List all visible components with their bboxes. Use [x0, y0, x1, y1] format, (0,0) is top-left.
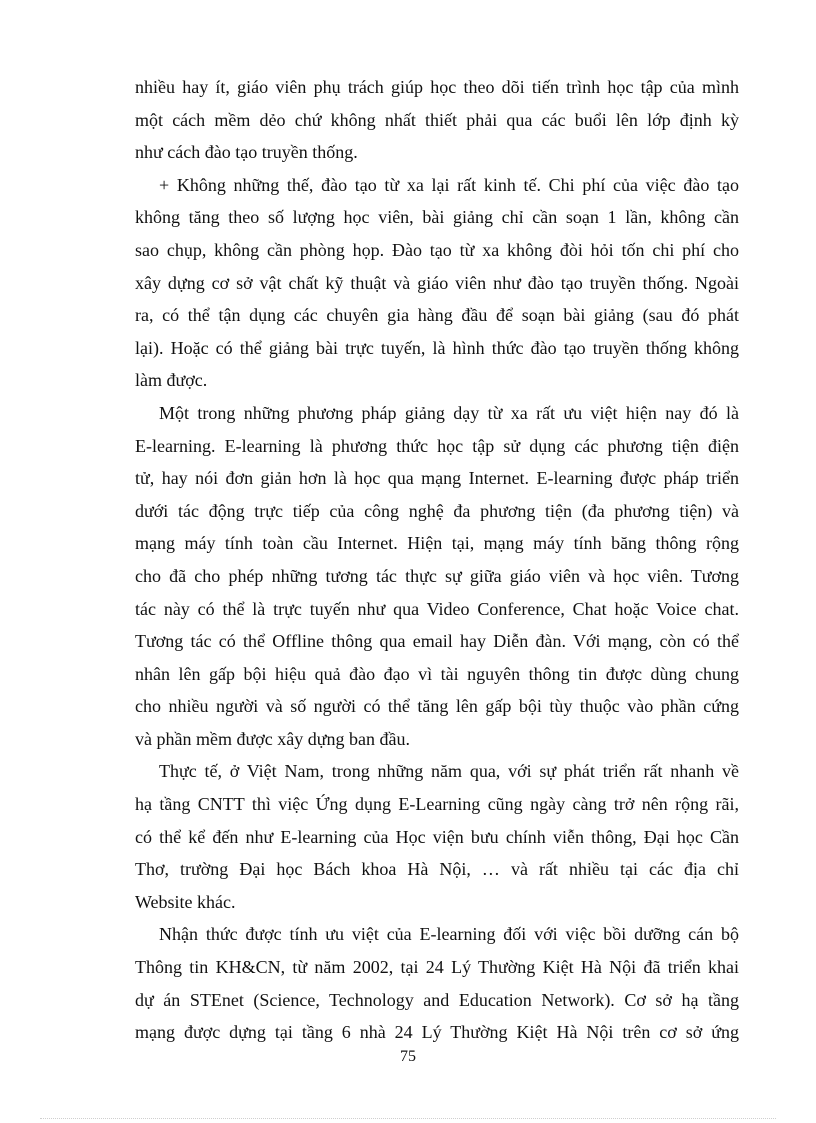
- text-line: một cách mềm dẻo chứ không nhất thiết phải qua các buổi lên lớp định kỳ: [135, 109, 739, 130]
- text-line: tác này có thể là trực tuyến như qua Video Conference, Chat hoặc Voice chat.: [135, 598, 739, 619]
- text-line: ra, có thể tận dụng các chuyên gia hàng đầu để soạn bài giảng (sau đó phát: [135, 305, 739, 326]
- text-line: có thể kể đến như E-learning của Học viện bưu chính viễn thông, Đại học Cần: [135, 826, 739, 847]
- text-line: cho đã cho phép những tương tác thực sự giữa giáo viên và học viên. Tương: [135, 565, 739, 586]
- text-line: + Không những thế, đào tạo từ xa lại rất kinh tế. Chi phí của việc đào tạo: [159, 174, 739, 195]
- text-line: tử, hay nói đơn giản hơn là học qua mạng Internet. E-learning được pháp triển: [135, 468, 739, 489]
- text-line: E-learning. E-learning là phương thức học tập sử dụng các phương tiện điện: [135, 435, 739, 456]
- text-line: dưới tác động trực tiếp của công nghệ đa phương tiện (đa phương tiện) và: [135, 500, 739, 521]
- text-line: làm được.: [135, 370, 208, 391]
- text-line: Thực tế, ở Việt Nam, trong những năm qua, với sự phát triển rất nhanh về: [159, 761, 739, 782]
- text-line: Thơ, trường Đại học Bách khoa Hà Nội, … và rất nhiều tại các địa chỉ: [135, 859, 739, 880]
- page-number: 75: [400, 1048, 416, 1065]
- paragraph: [135, 755, 739, 918]
- paragraph: [135, 918, 739, 1048]
- text-line: lại). Hoặc có thể giảng bài trực tuyến, là hình thức đào tạo truyền thống không: [135, 337, 739, 358]
- text-line: mạng máy tính toàn cầu Internet. Hiện tại, mạng máy tính băng thông rộng: [135, 533, 739, 554]
- text-line: hạ tầng CNTT thì việc Ứng dụng E-Learning cũng ngày càng trở nên rộng rãi,: [135, 794, 739, 815]
- paragraph: [135, 397, 739, 756]
- paragraph: [135, 71, 739, 169]
- text-line: sao chụp, không cần phòng họp. Đào tạo từ xa không đòi hỏi tốn chi phí cho: [135, 239, 739, 260]
- text-line: và phần mềm được xây dựng ban đầu.: [135, 728, 410, 749]
- text-line: không tăng theo số lượng học viên, bài giảng chỉ cần soạn 1 lần, không cần: [135, 207, 739, 228]
- text-line: nhiều hay ít, giáo viên phụ trách giúp học theo dõi tiến trình học tập của mình: [135, 77, 739, 97]
- page-edge-divider: [40, 1118, 776, 1119]
- text-line: xây dựng cơ sở vật chất kỹ thuật và giáo viên như đào tạo truyền thống. Ngoài: [135, 272, 739, 293]
- text-line: mạng được dựng tại tầng 6 nhà 24 Lý Thường Kiệt Hà Nội trên cơ sở ứng: [135, 1022, 739, 1043]
- text-line: Nhận thức được tính ưu việt của E-learning đối với việc bồi dưỡng cán bộ: [159, 924, 739, 945]
- text-line: Tương tác có thể Offline thông qua email hay Diễn đàn. Với mạng, còn có thể: [135, 631, 739, 652]
- paragraph: [135, 169, 739, 397]
- text-line: cho nhiều người và số người có thể tăng lên gấp bội tùy thuộc vào phần cứng: [135, 696, 739, 717]
- text-line: như cách đào tạo truyền thống.: [135, 142, 358, 163]
- text-line: Một trong những phương pháp giảng dạy từ xa rất ưu việt hiện nay đó là: [159, 402, 739, 423]
- text-line: Website khác.: [135, 891, 236, 912]
- text-line: nhân lên gấp bội hiệu quả đào đạo vì tài nguyên thông tin được dùng chung: [135, 663, 739, 684]
- text-line: dự án STEnet (Science, Technology and Education Network). Cơ sở hạ tầng: [135, 989, 739, 1010]
- page-body: [135, 71, 739, 1049]
- text-line: Thông tin KH&CN, từ năm 2002, tại 24 Lý Thường Kiệt Hà Nội đã triển khai: [135, 957, 739, 978]
